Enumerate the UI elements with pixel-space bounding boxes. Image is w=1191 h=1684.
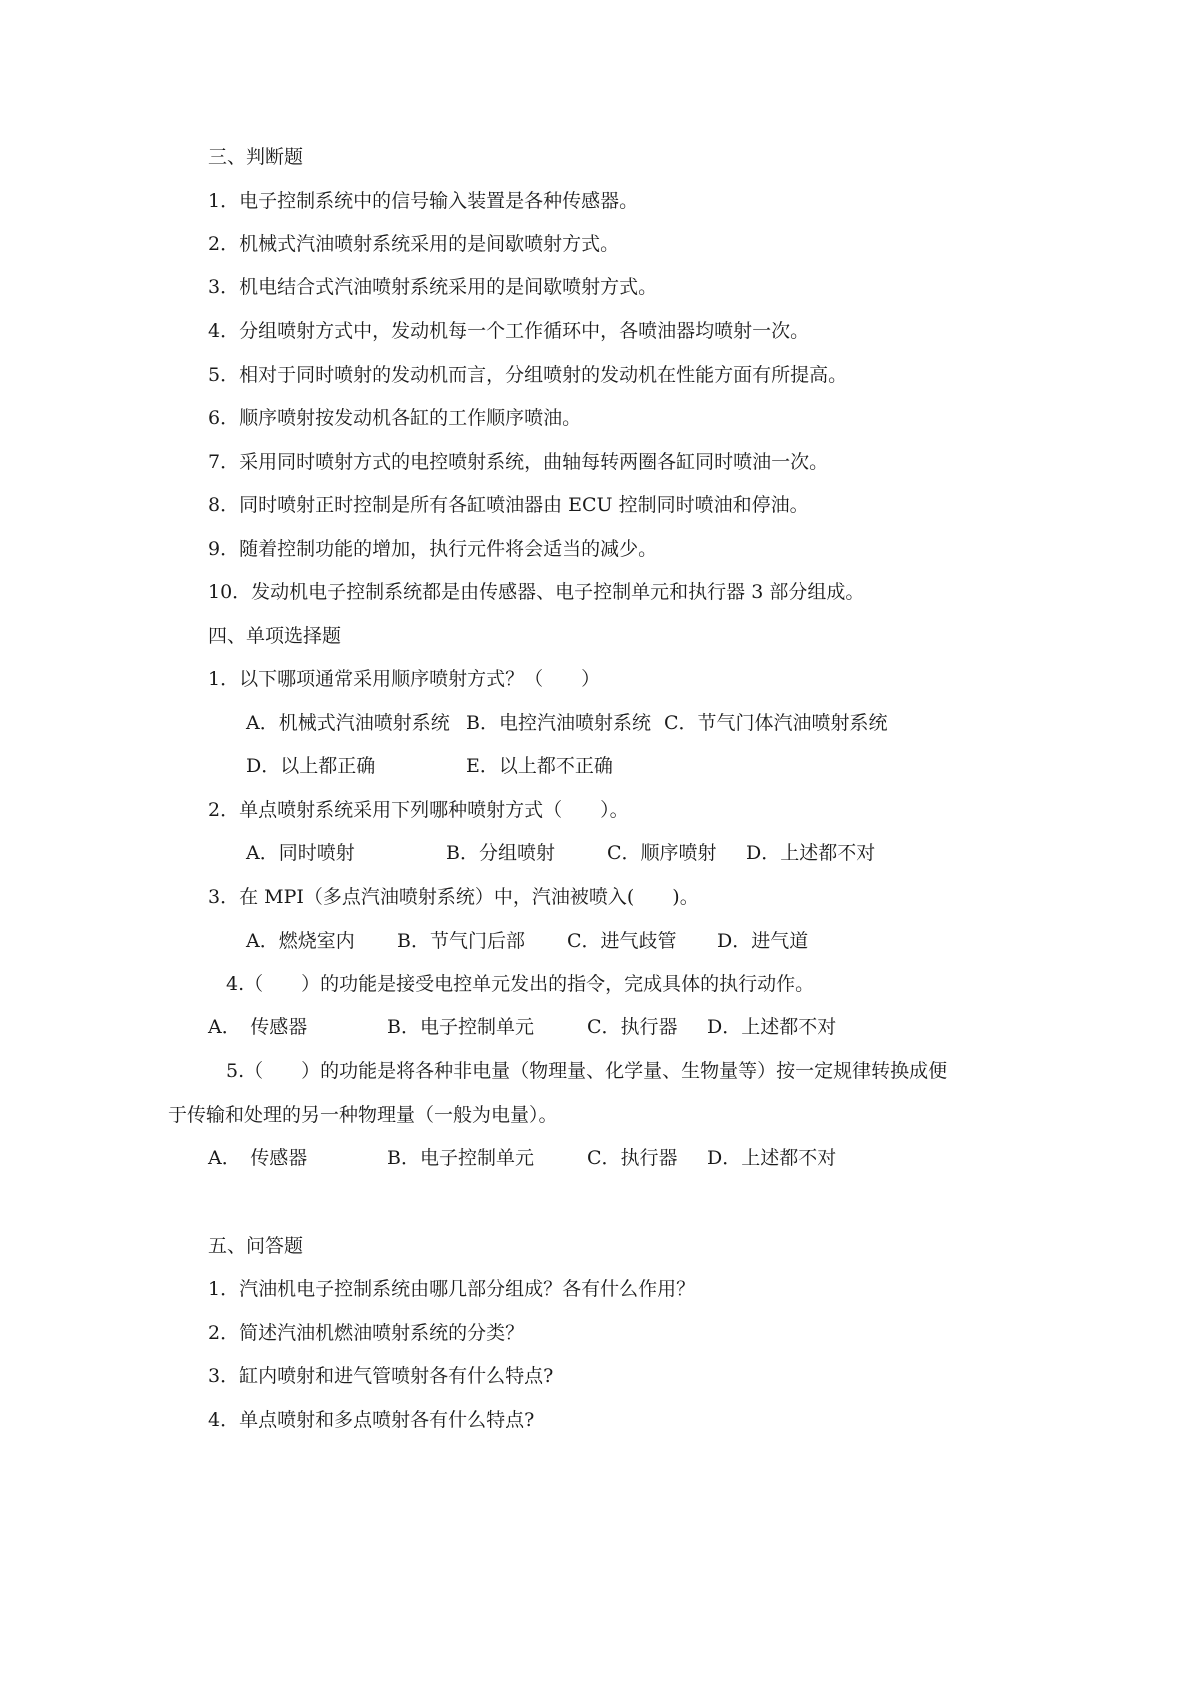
judgment-item: 8．同时喷射正时控制是所有各缸喷油器由 ECU 控制同时喷油和停油。 [208, 494, 809, 516]
q3-option-d: D．进气道 [717, 930, 809, 952]
section-heading-single-choice: 四、单项选择题 [208, 625, 342, 647]
q1-option-e: E．以上都不正确 [466, 755, 613, 777]
judgment-item: 5．相对于同时喷射的发动机而言，分组喷射的发动机在性能方面有所提高。 [208, 364, 848, 386]
q5-option-d: D．上述都不对 [707, 1147, 837, 1169]
judgment-item: 2．机械式汽油喷射系统采用的是间歇喷射方式。 [208, 233, 620, 255]
judgment-item: 7．采用同时喷射方式的电控喷射系统，曲轴每转两圈各缸同时喷油一次。 [208, 451, 829, 473]
qa-item: 3．缸内喷射和进气管喷射各有什么特点? [208, 1365, 554, 1387]
section-heading-judgment: 三、判断题 [208, 146, 304, 168]
judgment-item: 1．电子控制系统中的信号输入装置是各种传感器。 [208, 190, 639, 212]
q3-option-c: C．进气歧管 [567, 930, 677, 952]
judgment-item: 9．随着控制功能的增加，执行元件将会适当的减少。 [208, 538, 658, 560]
q4-option-d: D．上述都不对 [707, 1016, 837, 1038]
q5-option-c: C．执行器 [587, 1147, 678, 1169]
qa-item: 2．简述汽油机燃油喷射系统的分类？ [208, 1322, 525, 1344]
q4-option-c: C．执行器 [587, 1016, 678, 1038]
question-stem-5-line1: 5.（ ）的功能是将各种非电量（物理量、化学量、生物量等）按一定规律转换成便 [226, 1060, 948, 1082]
q1-option-a: A．机械式汽油喷射系统 [246, 712, 450, 734]
q1-option-c: C．节气门体汽油喷射系统 [664, 712, 888, 734]
judgment-item: 10．发动机电子控制系统都是由传感器、电子控制单元和执行器 3 部分组成。 [208, 581, 865, 603]
qa-item: 1．汽油机电子控制系统由哪几部分组成？各有什么作用？ [208, 1278, 696, 1300]
question-stem-5-line2: 于传输和处理的另一种物理量（一般为电量）。 [168, 1104, 558, 1126]
q2-option-a: A．同时喷射 [246, 842, 355, 864]
question-stem-1: 1．以下哪项通常采用顺序喷射方式？（ ） [208, 668, 601, 690]
question-stem-4: 4.（ ）的功能是接受电控单元发出的指令，完成具体的执行动作。 [226, 973, 815, 995]
question-stem-3: 3．在 MPI（多点汽油喷射系统）中，汽油被喷入( )。 [208, 886, 699, 908]
q4-option-a: A． 传感器 [208, 1016, 308, 1038]
q2-option-b: B．分组喷射 [446, 842, 555, 864]
qa-item: 4．单点喷射和多点喷射各有什么特点? [208, 1409, 535, 1431]
judgment-item: 4．分组喷射方式中，发动机每一个工作循环中，各喷油器均喷射一次。 [208, 320, 810, 342]
section-heading-qa: 五、问答题 [208, 1235, 304, 1257]
q2-option-c: C．顺序喷射 [607, 842, 717, 864]
q3-option-a: A．燃烧室内 [246, 930, 355, 952]
question-stem-2: 2．单点喷射系统采用下列哪种喷射方式（ ）。 [208, 799, 629, 821]
q4-option-b: B．电子控制单元 [387, 1016, 534, 1038]
q3-option-b: B．节气门后部 [397, 930, 525, 952]
q1-option-d: D．以上都正确 [246, 755, 376, 777]
q2-option-d: D．上述都不对 [746, 842, 876, 864]
q5-option-b: B．电子控制单元 [387, 1147, 534, 1169]
judgment-item: 6．顺序喷射按发动机各缸的工作顺序喷油。 [208, 407, 582, 429]
q5-option-a: A． 传感器 [208, 1147, 308, 1169]
q1-option-b: B．电控汽油喷射系统 [466, 712, 651, 734]
judgment-item: 3．机电结合式汽油喷射系统采用的是间歇喷射方式。 [208, 276, 658, 298]
